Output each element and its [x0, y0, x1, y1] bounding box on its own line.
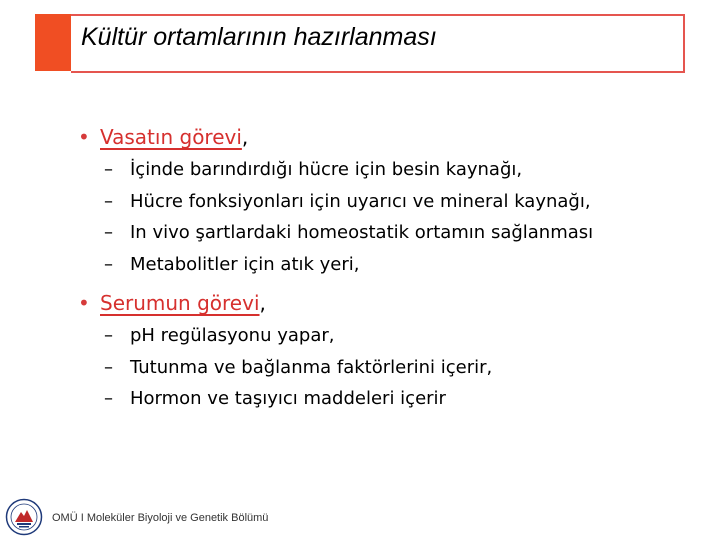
- section-serum: [78, 286, 678, 320]
- list-item-text: Hücre fonksiyonları için uyarıcı ve mineral kaynağı,: [130, 190, 591, 212]
- section-vasat: [78, 120, 678, 154]
- list-item: [78, 217, 678, 249]
- list-item: [78, 320, 678, 352]
- title-frame: [71, 14, 685, 73]
- list-item-text: pH regülasyonu yapar,: [130, 325, 335, 346]
- heading-trail: ,: [259, 291, 266, 315]
- dash-icon: –: [104, 253, 113, 275]
- list-item: [78, 154, 678, 186]
- dash-icon: –: [104, 222, 113, 243]
- list-item-text: Metabolitler için atık yeri,: [130, 253, 360, 275]
- dash-icon: –: [104, 159, 113, 180]
- list-item-text: İçinde barındırdığı hücre için besin kaynağı,: [130, 159, 523, 180]
- section-heading: Vasatın görevi: [100, 125, 242, 149]
- section-heading: Serumun görevi: [100, 291, 260, 315]
- list-item: [78, 249, 678, 281]
- list-item: [78, 383, 678, 415]
- list-item-text: Hormon ve taşıyıcı maddeleri içerir: [130, 388, 446, 409]
- footer-text: OMÜ I Moleküler Biyoloji ve Genetik Bölümü: [52, 512, 269, 524]
- bullet-icon: •: [78, 291, 90, 315]
- dash-icon: –: [104, 388, 113, 409]
- dash-icon: –: [104, 356, 113, 378]
- dash-icon: –: [104, 325, 113, 346]
- slide-content: [78, 120, 678, 415]
- list-item: [78, 186, 678, 218]
- bullet-icon: •: [78, 125, 90, 149]
- list-item-text: In vivo şartlardaki homeostatik ortamın sağlanması: [130, 222, 594, 243]
- heading-trail: ,: [241, 125, 249, 149]
- list-item-text: Tutunma ve bağlanma faktörlerini içerir,: [130, 356, 493, 378]
- title-accent-bar: [35, 14, 71, 71]
- footer: [0, 496, 720, 540]
- list-item: [78, 352, 678, 384]
- university-logo-icon: [5, 498, 43, 536]
- slide-title: Kültür ortamlarının hazırlanması: [81, 23, 437, 51]
- dash-icon: –: [104, 190, 113, 212]
